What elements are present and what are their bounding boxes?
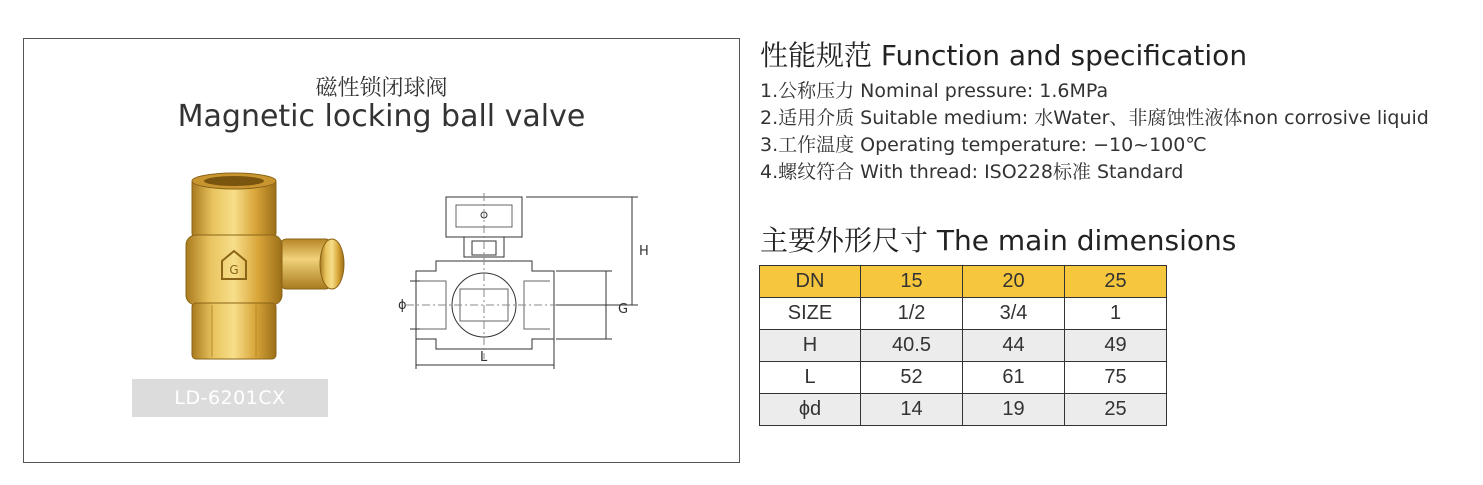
table-cell: 52 — [861, 362, 963, 394]
table-cell: 1 — [1065, 298, 1167, 330]
product-panel — [23, 38, 740, 463]
phi-label: ϕ — [398, 298, 407, 313]
valve-technical-drawing — [376, 189, 649, 379]
table-row — [760, 394, 1167, 426]
spec-item: 4.螺纹符合 With thread: ISO228标准 Standard — [760, 161, 1184, 183]
header-cell: 20 — [963, 266, 1065, 298]
table-cell: 14 — [861, 394, 963, 426]
table-cell: ϕd — [760, 394, 861, 426]
spec-item: 3.工作温度 Operating temperature: −10~100℃ — [760, 134, 1207, 156]
g-label: G — [618, 302, 629, 317]
table-cell: 3/4 — [963, 298, 1065, 330]
spec-list — [760, 78, 1429, 186]
spec-item: 1.公称压力 Nominal pressure: 1.6MPa — [760, 80, 1109, 102]
header-cell: 15 — [861, 266, 963, 298]
header-cell: DN — [760, 266, 861, 298]
table-cell: 44 — [963, 330, 1065, 362]
product-title-en: Magnetic locking ball valve — [177, 99, 586, 134]
svg-text:G: G — [229, 263, 239, 277]
table-cell: SIZE — [760, 298, 861, 330]
spec-item: 2.适用介质 Suitable medium: 水Water、非腐蚀性液体non corrosive liquid — [760, 107, 1429, 129]
spec-section — [760, 34, 1429, 186]
table-cell: 49 — [1065, 330, 1167, 362]
table-cell: L — [760, 362, 861, 394]
table-cell: 40.5 — [861, 330, 963, 362]
model-badge: LD-6201CX — [132, 379, 328, 417]
table-row — [760, 330, 1167, 362]
table-cell: 61 — [963, 362, 1065, 394]
product-title-cn: 磁性锁闭球阀 — [315, 76, 448, 101]
h-label: H — [639, 244, 649, 259]
table-cell: H — [760, 330, 861, 362]
table-row — [760, 362, 1167, 394]
table-cell: 25 — [1065, 394, 1167, 426]
dimensions-table — [759, 265, 1167, 426]
table-row — [760, 298, 1167, 330]
l-label: L — [480, 350, 488, 365]
dimensions-heading: 主要外形尺寸 The main dimensions — [760, 224, 1237, 257]
table-cell: 19 — [963, 394, 1065, 426]
table-cell: 1/2 — [861, 298, 963, 330]
spec-heading: 性能规范 Function and specification — [760, 39, 1248, 72]
table-cell: 75 — [1065, 362, 1167, 394]
table-header-row — [760, 266, 1167, 298]
header-cell: 25 — [1065, 266, 1167, 298]
valve-photo — [164, 171, 364, 371]
